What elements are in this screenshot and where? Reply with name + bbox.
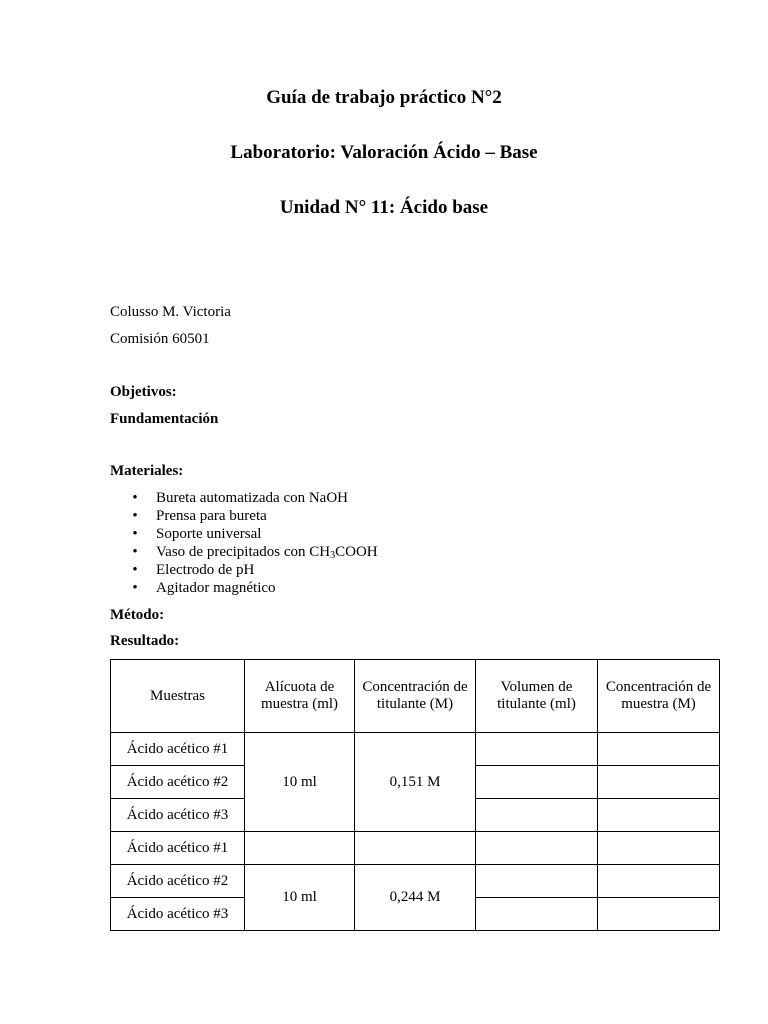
titrant-volume-cell[interactable] (476, 865, 598, 898)
bullet-icon: • (132, 580, 138, 596)
materials-heading: Materiales: (110, 463, 184, 479)
method-heading: Método: (110, 607, 165, 623)
titrant-volume-cell[interactable] (476, 832, 598, 865)
bullet-icon: • (132, 562, 138, 578)
material-stirrer: Agitador magnético (156, 580, 276, 596)
table-row (111, 733, 720, 766)
titrant-concentration-cell: 0,151 M (355, 733, 476, 832)
beaker-text-prefix: Vaso de precipitados con CH (156, 544, 331, 560)
lab-title: Laboratorio: Valoración Ácido – Base (230, 142, 538, 163)
list-item (130, 543, 378, 561)
results-table (110, 659, 720, 931)
sample-name-cell: Ácido acético #2 (111, 865, 245, 898)
header-titrant-volume: Volumen de titulante (ml) (476, 660, 598, 733)
bullet-icon: • (132, 526, 138, 542)
titrant-concentration-cell[interactable] (355, 832, 476, 865)
list-item (130, 561, 378, 579)
sample-name-cell: Ácido acético #1 (111, 832, 245, 865)
commission-label: Comisión 60501 (110, 331, 210, 347)
titrant-volume-cell[interactable] (476, 799, 598, 832)
table-row (111, 832, 720, 865)
sample-concentration-cell[interactable] (598, 865, 720, 898)
titrant-volume-cell[interactable] (476, 733, 598, 766)
header-samples: Muestras (111, 660, 245, 733)
sample-concentration-cell[interactable] (598, 799, 720, 832)
material-stand: Soporte universal (156, 526, 262, 542)
list-item (130, 507, 378, 525)
author-name: Colusso M. Victoria (110, 304, 231, 320)
materials-list (130, 489, 378, 597)
bullet-icon: • (132, 490, 138, 506)
results-heading: Resultado: (110, 633, 180, 649)
titrant-volume-cell[interactable] (476, 898, 598, 931)
table-header-row (111, 660, 720, 733)
aliquot-cell: 10 ml (245, 865, 355, 931)
aliquot-cell: 10 ml (245, 733, 355, 832)
bullet-icon: • (132, 544, 138, 560)
sample-name-cell: Ácido acético #3 (111, 799, 245, 832)
list-item (130, 489, 378, 507)
sample-concentration-cell[interactable] (598, 766, 720, 799)
header-sample-concentration: Concentración de muestra (M) (598, 660, 720, 733)
sample-name-cell: Ácido acético #3 (111, 898, 245, 931)
sample-name-cell: Ácido acético #1 (111, 733, 245, 766)
unit-title: Unidad N° 11: Ácido base (279, 197, 489, 218)
titrant-concentration-cell: 0,244 M (355, 865, 476, 931)
document-title: Guía de trabajo práctico N°2 (266, 87, 502, 108)
material-burette: Bureta automatizada con NaOH (156, 490, 349, 506)
aliquot-cell[interactable] (245, 832, 355, 865)
list-item (130, 525, 378, 543)
titrant-volume-cell[interactable] (476, 766, 598, 799)
bullet-icon: • (132, 508, 138, 524)
beaker-subscript: 3 (330, 550, 336, 561)
header-titrant-concentration: Concentración de titulante (M) (355, 660, 476, 733)
foundation-heading: Fundamentación (110, 411, 219, 427)
objectives-heading: Objetivos: (110, 384, 177, 400)
beaker-text-suffix: COOH (335, 544, 378, 560)
table-row (111, 865, 720, 898)
sample-concentration-cell[interactable] (598, 898, 720, 931)
header-aliquot: Alícuota de muestra (ml) (245, 660, 355, 733)
material-clamp: Prensa para bureta (156, 508, 267, 524)
sample-concentration-cell[interactable] (598, 733, 720, 766)
sample-concentration-cell[interactable] (598, 832, 720, 865)
sample-name-cell: Ácido acético #2 (111, 766, 245, 799)
material-beaker (156, 544, 378, 560)
material-electrode: Electrodo de pH (156, 562, 255, 578)
list-item (130, 579, 378, 597)
